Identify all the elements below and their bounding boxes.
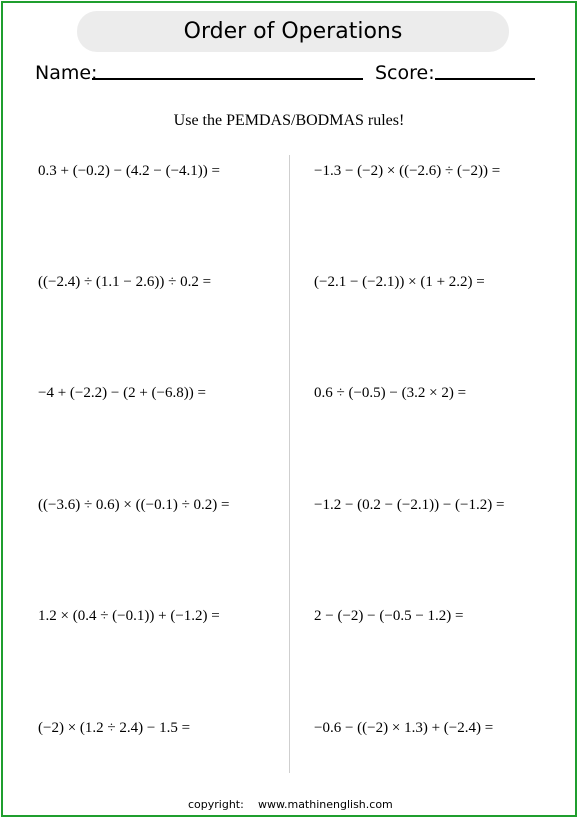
problem-left-6: (−2) × (1.2 ÷ 2.4) − 1.5 =	[38, 720, 191, 736]
footer-url[interactable]: www.mathinenglish.com	[258, 798, 393, 811]
problem-right-6: −0.6 − ((−2) × 1.3) + (−2.4) =	[314, 720, 494, 736]
footer-copyright: copyright:	[188, 798, 244, 811]
problem-left-1: 0.3 + (−0.2) − (4.2 − (−4.1)) =	[38, 163, 220, 179]
name-field[interactable]	[92, 78, 363, 80]
problem-left-4: ((−3.6) ÷ 0.6) × ((−0.1) ÷ 0.2) =	[38, 497, 230, 513]
problem-left-2: ((−2.4) ÷ (1.1 − 2.6)) ÷ 0.2 =	[38, 274, 212, 290]
page-title	[77, 11, 509, 52]
problem-right-2: (−2.1 − (−2.1)) × (1 + 2.2) =	[314, 274, 485, 290]
name-label: Name:	[35, 62, 98, 84]
problem-left-5: 1.2 × (0.4 ÷ (−0.1)) + (−1.2) =	[38, 608, 220, 624]
problem-left-3: −4 + (−2.2) − (2 + (−6.8)) =	[38, 385, 206, 401]
column-divider	[289, 155, 290, 773]
problem-right-4: −1.2 − (0.2 − (−2.1)) − (−1.2) =	[314, 497, 505, 513]
score-label: Score:	[375, 62, 435, 84]
problem-right-3: 0.6 ÷ (−0.5) − (3.2 × 2) =	[314, 385, 467, 401]
instructions: Use the PEMDAS/BODMAS rules!	[173, 112, 405, 129]
score-field[interactable]	[435, 78, 535, 80]
problem-right-5: 2 − (−2) − (−0.5 − 1.2) =	[314, 608, 464, 624]
page-title-text: Order of Operations	[183, 19, 403, 44]
problem-right-1: −1.3 − (−2) × ((−2.6) ÷ (−2)) =	[314, 163, 501, 179]
